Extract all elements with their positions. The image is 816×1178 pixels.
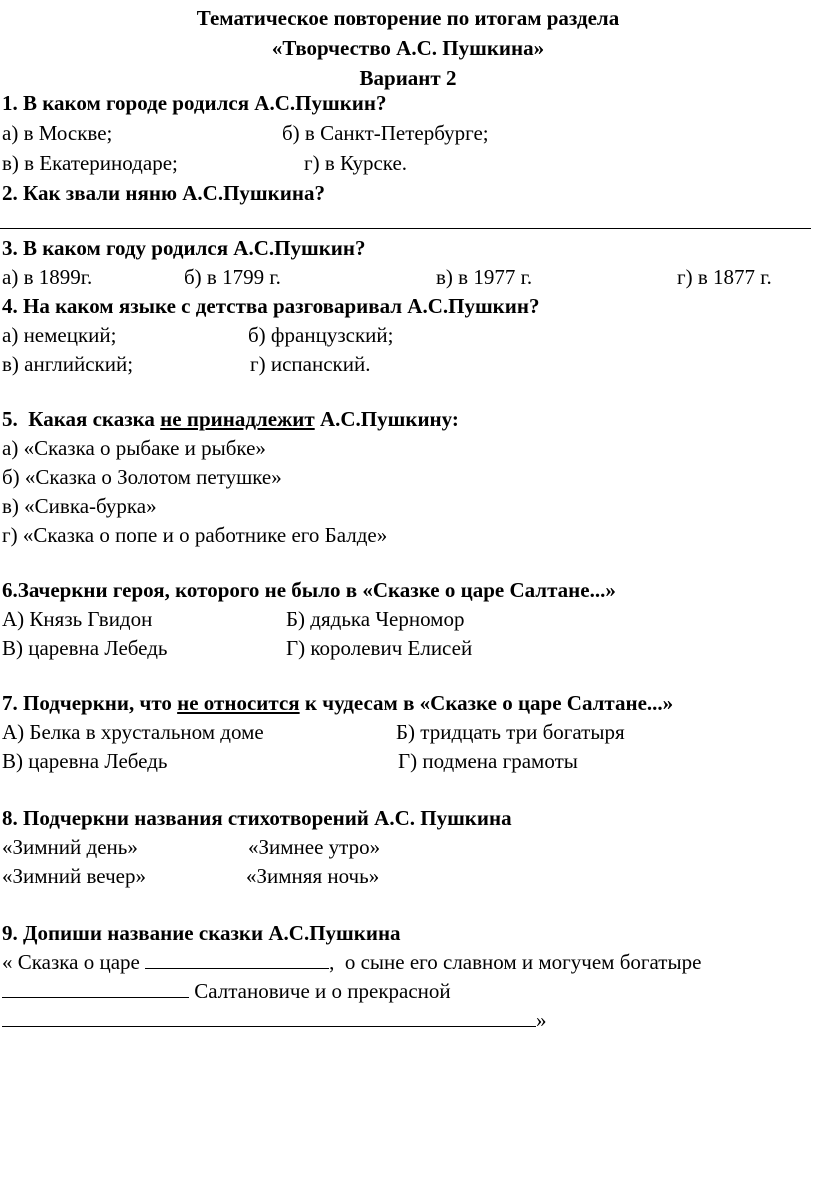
q5-option-c: в) «Сивка-бурка»: [2, 494, 157, 518]
q3-question: 3. В каком году родился А.С.Пушкин?: [2, 236, 366, 260]
header-title: Тематическое повторение по итогам раздела: [196, 6, 620, 30]
q5-question-start: 5. Какая сказка: [2, 407, 161, 431]
q6-option-b: Б) дядька Черномор: [286, 607, 465, 631]
q3-option-c: в) в 1977 г.: [436, 265, 533, 289]
q9-text-middle: , о сыне его славном и могучем богатыре: [329, 950, 702, 974]
q9-blank-2[interactable]: [2, 979, 189, 998]
header-variant: Вариант 2: [359, 66, 457, 90]
q7-option-b: Б) тридцать три богатыря: [396, 720, 625, 744]
q1-option-d: г) в Курске.: [304, 151, 408, 175]
q1-option-b: б) в Санкт-Петербурге;: [282, 121, 489, 145]
q9-text-second: Салтановиче и о прекрасной: [189, 979, 451, 1003]
q1-option-c: в) в Екатеринодаре;: [2, 151, 178, 175]
q3-option-b: б) в 1799 г.: [184, 265, 281, 289]
q6-option-c: В) царевна Лебедь: [2, 636, 168, 660]
q1-option-a: а) в Москве;: [2, 121, 113, 145]
q4-option-a: а) немецкий;: [2, 323, 117, 347]
q6-option-a: А) Князь Гвидон: [2, 607, 153, 631]
q5-question-end: А.С.Пушкину:: [314, 407, 459, 431]
q3-option-d: г) в 1877 г.: [677, 265, 772, 289]
q5-option-d: г) «Сказка о попе и о работнике его Балде»: [2, 523, 388, 547]
q9-text-end: »: [536, 1008, 547, 1032]
q4-option-c: в) английский;: [2, 352, 134, 376]
q7-option-d: Г) подмена грамоты: [398, 749, 578, 773]
q5-question: [2, 406, 459, 432]
q9-line3: [2, 1007, 547, 1033]
q7-question-start: 7. Подчеркни, что: [2, 691, 178, 715]
q2-answer-line[interactable]: [0, 228, 811, 229]
q5-option-b: б) «Сказка о Золотом петушке»: [2, 465, 282, 489]
q9-line1: [2, 949, 701, 975]
q6-question: 6.Зачеркни героя, которого не было в «Сказке о царе Салтане...»: [2, 578, 616, 602]
q9-blank-1[interactable]: [145, 950, 329, 969]
header-subtitle: «Творчество А.С. Пушкина»: [271, 36, 545, 60]
q4-option-b: б) французский;: [248, 323, 394, 347]
q9-question: 9. Допиши название сказки А.С.Пушкина: [2, 921, 401, 945]
q2-question: 2. Как звали няню А.С.Пушкина?: [2, 181, 325, 205]
q5-option-a: а) «Сказка о рыбаке и рыбке»: [2, 436, 266, 460]
q9-text-start: « Сказка о царе: [2, 950, 146, 974]
q4-option-d: г) испанский.: [250, 352, 371, 376]
q6-option-d: Г) королевич Елисей: [286, 636, 473, 660]
q7-option-a: А) Белка в хрустальном доме: [2, 720, 264, 744]
q7-option-c: В) царевна Лебедь: [2, 749, 168, 773]
q1-question: 1. В каком городе родился А.С.Пушкин?: [2, 91, 387, 115]
q8-option-b[interactable]: «Зимнее утро»: [248, 835, 381, 859]
worksheet-header: [0, 3, 816, 93]
q3-option-a: а) в 1899г.: [2, 265, 93, 289]
q9-blank-3[interactable]: [2, 1008, 536, 1027]
q7-question-end: к чудесам в «Сказке о царе Салтане...»: [299, 691, 674, 715]
q8-question: 8. Подчеркни названия стихотворений А.С. Пушкина: [2, 806, 512, 830]
q7-question-underlined: не относится: [177, 691, 300, 715]
q9-line2: [2, 978, 451, 1004]
q5-question-underlined: не принадлежит: [160, 407, 315, 431]
q8-option-c[interactable]: «Зимний вечер»: [2, 864, 146, 888]
q4-question: 4. На каком языке с детства разговаривал А.С.Пушкин?: [2, 294, 540, 318]
q8-option-d[interactable]: «Зимняя ночь»: [246, 864, 380, 888]
q7-question: [2, 690, 673, 716]
q8-option-a[interactable]: «Зимний день»: [2, 835, 138, 859]
